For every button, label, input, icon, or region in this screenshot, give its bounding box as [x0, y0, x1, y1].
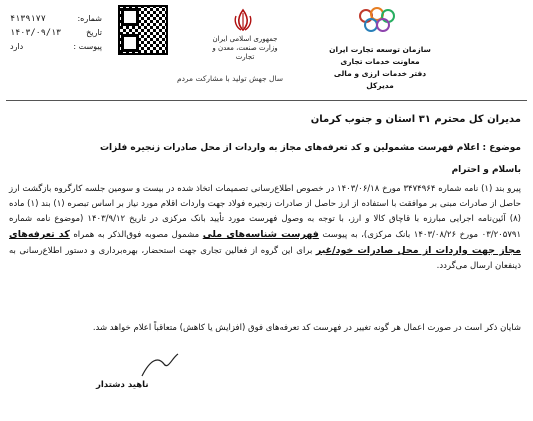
body-paragraph — [9, 182, 521, 274]
organization-block — [325, 44, 435, 92]
body-text-part-2: مشمول مصوبه فوق‌الذکر به همراه — [73, 230, 200, 240]
org-line-2: معاونت خدمات تجاری — [340, 57, 420, 66]
iran-emblem-icon — [232, 8, 254, 32]
subject-line: موضوع : اعلام فهرست مشمولین و کد تعرفه‌های مجاز به واردات از محل صادرات زنجیره فلزات — [100, 143, 521, 153]
meta-date-label: تاریخ — [86, 28, 102, 37]
greeting: باسلام و احترام — [451, 165, 521, 175]
meta-date-value: ۱۴۰۳/۰۹/۱۳ — [10, 28, 62, 38]
closing-paragraph: شایان ذکر است در صورت اعمال هر گونه تغییر در فهرست کد تعرفه‌های فوق (افزایش یا کاهش) متعاقباً اعلام خواهد شد. — [92, 323, 521, 333]
meta-attachment-value: دارد — [10, 42, 24, 51]
body-text-part-3: برای این گروه از فعالین تجاری جهت استحضار، بهره‌برداری و دستور اطلاع‌رسانی به ذینفعان ارسال می‌گردد. — [9, 246, 521, 271]
gov-line-2: وزارت صنعت، معدن و تجارت — [212, 44, 278, 61]
org-line-3: دفتر خدمات ارزی و مالی — [333, 69, 427, 78]
header-divider — [6, 100, 527, 101]
addressee: مدیران کل محترم ۳۱ استان و جنوب کرمان — [310, 114, 521, 125]
signer-name: ناهید دشتدار — [96, 380, 149, 390]
year-slogan: سال جهش تولید با مشارکت مردم — [176, 74, 284, 83]
meta-number-label: شماره: — [77, 14, 102, 23]
org-line-4: مدیرکل — [366, 81, 394, 90]
highlight-tariff-codes: کد تعرفه‌های مجاز جهت واردات از محل صادرات خود/غیر — [9, 229, 521, 256]
qr-code-icon — [118, 5, 168, 55]
meta-attachment-label: پیوست : — [73, 42, 102, 51]
government-name — [205, 35, 285, 62]
body-text-part-1: پیرو بند (۱) نامه شماره ۳۴۷۴۹۶۴ مورخ ۱۴۰۳/۰۶/۱۸ در خصوص اطلاع‌رسانی تصمیمات اتخاذ شده در بیست و سومین جلسه کارگروه بازگشت ارز حاصل از صادرات مبنی بر موافقت با استفاده از ارز حاصل از صادرات زنجیره فولاد جهت واردات اقلام مورد نیاز بر اساس تبصره (۱) بند (۱) ماده (۸) آئین‌نامه اجرایی مبارزه با قاچاق کالا و ارز، با توجه به وصول فهرست مورد تأیید بانک مرکزی در تاریخ ۱۴۰۳/۹/۱۲ (موضوع نامه شماره ۰۳/۲۰۵۷۹۱ مورخ ۱۴۰۳/۰۸/۲۶ بانک مرکزی)، به پیوست — [9, 184, 522, 240]
letter-body — [9, 182, 521, 274]
highlight-national-ids: فهرست شناسه‌های ملی — [202, 229, 319, 240]
tpo-logo-icon — [356, 6, 398, 36]
org-line-1: سازمان توسعه تجارت ایران — [329, 45, 431, 54]
gov-line-1: جمهوری اسلامی ایران — [212, 35, 278, 43]
letter-meta — [10, 12, 102, 54]
meta-number-row — [10, 12, 102, 26]
meta-number-value: ۴۱۳۹۱۷۷ — [10, 14, 46, 24]
meta-attachment-row — [10, 40, 102, 54]
signature-icon — [140, 350, 180, 380]
meta-date-row — [10, 26, 102, 40]
